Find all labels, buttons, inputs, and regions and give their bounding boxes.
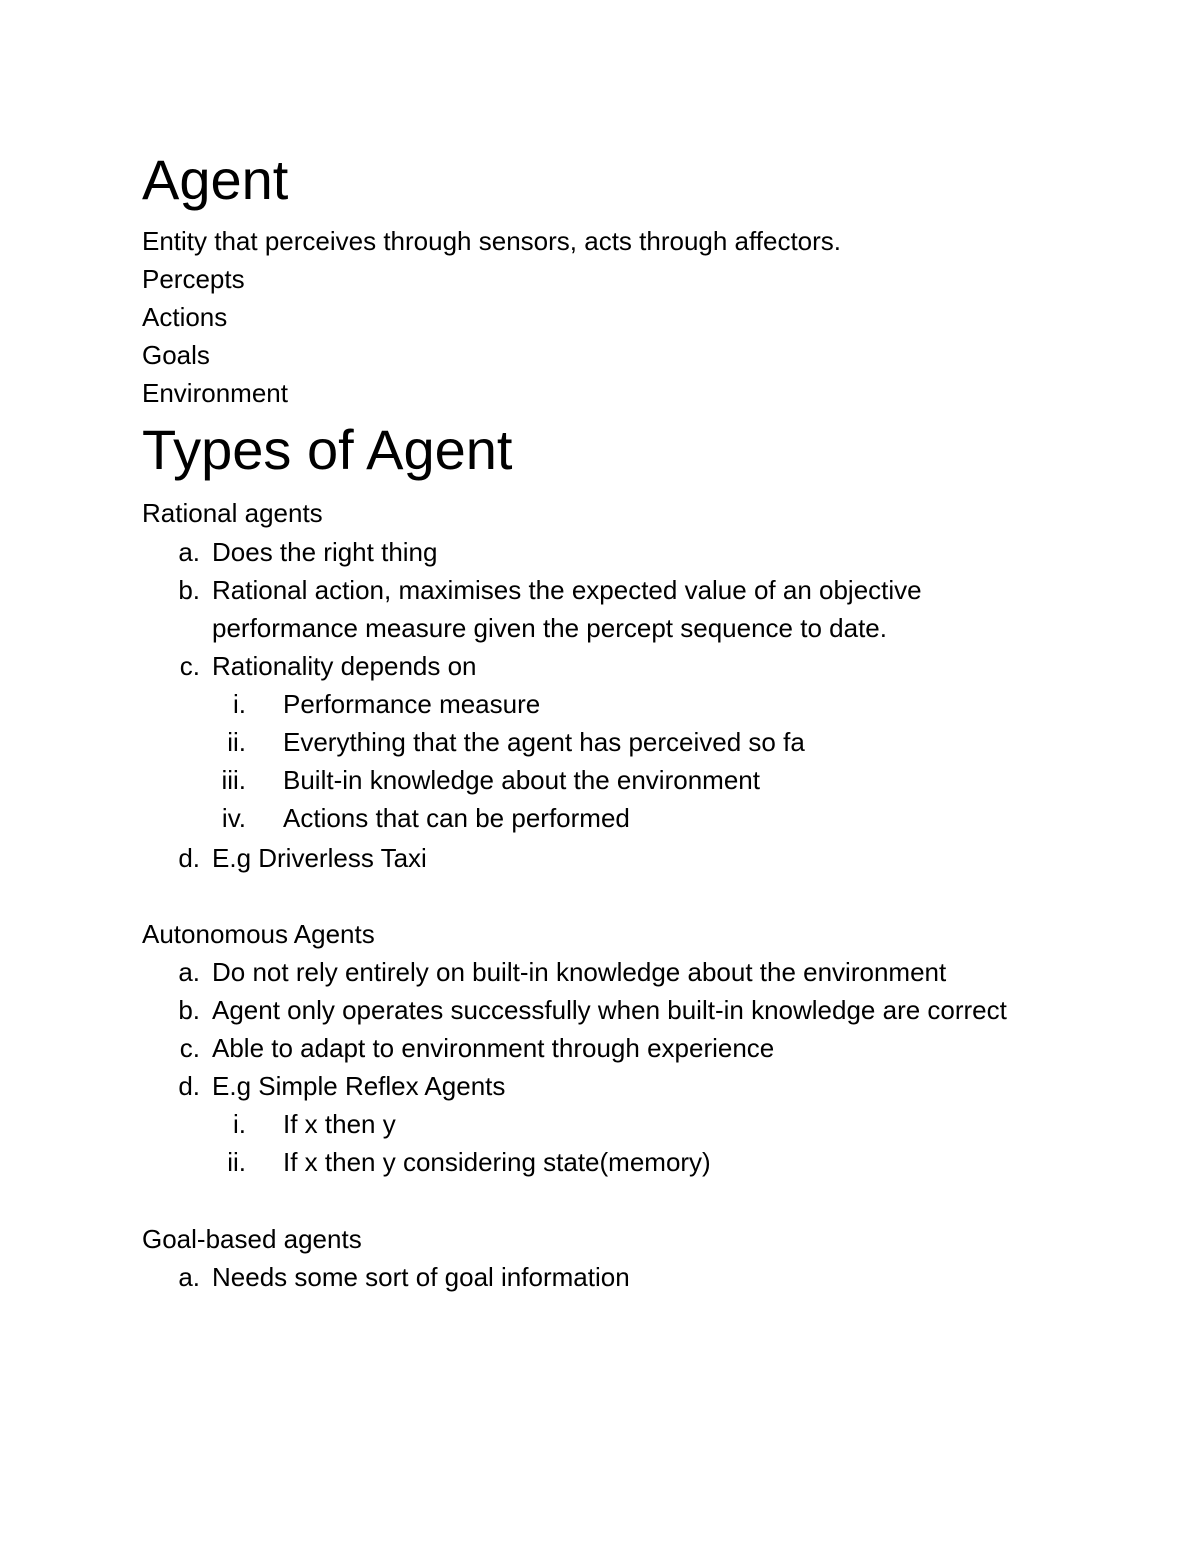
list-item-text: If x then y <box>283 1109 396 1139</box>
list-marker: ii. <box>227 1147 246 1177</box>
list-marker: c. <box>179 651 200 681</box>
list-item-text: Needs some sort of goal information <box>212 1262 630 1292</box>
list-marker: b. <box>178 575 200 605</box>
list-item-text: Actions that can be performed <box>283 803 630 833</box>
list-item-text: If x then y considering state(memory) <box>283 1147 711 1177</box>
list-item-text-continued: performance measure given the percept sequence to date. <box>212 613 887 643</box>
list-item-text: Everything that the agent has perceived so fa <box>283 727 805 757</box>
list-item-text: E.g Simple Reflex Agents <box>212 1071 506 1101</box>
intro-item-environment: Environment <box>142 378 288 408</box>
list-marker: ii. <box>227 727 246 757</box>
intro-item-percepts: Percepts <box>142 264 245 294</box>
list-item-text: Do not rely entirely on built-in knowledge about the environment <box>212 957 947 987</box>
list-marker: b. <box>178 995 200 1025</box>
rational-agents-title: Rational agents <box>142 498 323 528</box>
list-item-text: Does the right thing <box>212 537 438 567</box>
list-marker: c. <box>179 1033 200 1063</box>
list-item-text: Agent only operates successfully when built-in knowledge are correct <box>212 995 1007 1025</box>
intro-item-actions: Actions <box>142 302 228 332</box>
list-marker: a. <box>178 957 200 987</box>
list-marker: d. <box>178 843 200 873</box>
autonomous-agents-title: Autonomous Agents <box>142 919 375 949</box>
list-item-text: E.g Driverless Taxi <box>212 843 427 873</box>
list-marker: iii. <box>221 765 246 795</box>
intro-item-goals: Goals <box>142 340 210 370</box>
heading-types-of-agent: Types of Agent <box>142 418 513 481</box>
list-item-text: Built-in knowledge about the environment <box>283 765 760 795</box>
agent-definition: Entity that perceives through sensors, acts through affectors. <box>142 226 842 256</box>
heading-agent: Agent <box>142 148 289 211</box>
list-item-text: Performance measure <box>283 689 541 719</box>
list-marker: d. <box>178 1071 200 1101</box>
goal-based-agents-title: Goal-based agents <box>142 1224 362 1254</box>
list-marker: a. <box>178 537 200 567</box>
list-item-text: Rationality depends on <box>212 651 477 681</box>
list-marker: i. <box>233 689 246 719</box>
list-marker: i. <box>233 1109 246 1139</box>
list-marker: a. <box>178 1262 200 1292</box>
list-item-text: Rational action, maximises the expected value of an objective <box>212 575 922 605</box>
list-marker: iv. <box>221 803 246 833</box>
list-item-text: Able to adapt to environment through experience <box>212 1033 775 1063</box>
